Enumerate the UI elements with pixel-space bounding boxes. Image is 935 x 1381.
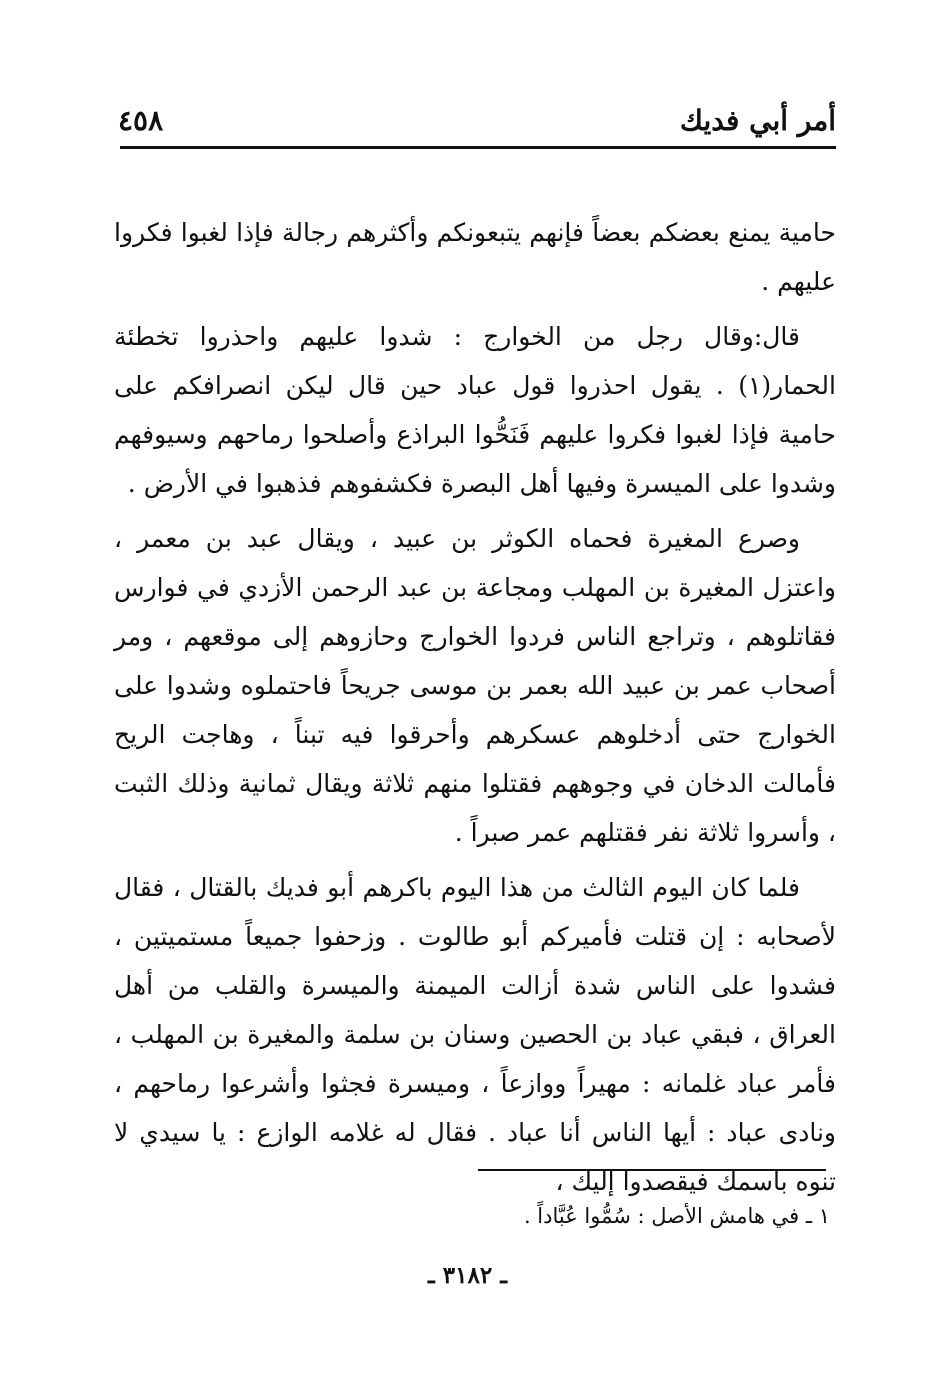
main-text	[114, 208, 836, 1212]
paragraph: قال:وقال رجل من الخوارج : شدوا عليهم واحذروا تخطئة الحمار(١) . يقول احذروا قول عباد حين قال ليكن انصرافكم على حامية فإذا لغبوا فكروا عليهم فَنَحُّوا البراذع وأصلحوا رماحهم وسيوفهم وشدوا على الميسرة وفيها أهل البصرة فكشفوهم فذهبوا في الأرض .	[114, 322, 836, 498]
footnote-rule	[478, 1169, 826, 1171]
page-footer-number: ـ ٣١٨٢ ـ	[428, 1262, 507, 1289]
page-number: ٤٥٨	[118, 103, 164, 137]
paragraph: وصرع المغيرة فحماه الكوثر بن عبيد ، ويقال عبد بن معمر ، واعتزل المغيرة بن المهلب ومجاعة بن عبد الرحمن الأزدي في فوارس فقاتلوهم ، وتراجع الناس فردوا الخوارج وحازوهم إلى موقعهم ، ومر أصحاب عمر بن عبيد الله بعمر بن موسى جريحاً فاحتملوه وشدوا على الخوارج حتى أدخلوهم عسكرهم وأحرقوا فيه تبناً ، وهاجت الريح فأمالت الدخان في وجوههم فقتلوا منهم ثلاثة ويقال ثمانية وذلك الثبت ، وأسروا ثلاثة نفر فقتلهم عمر صبراً .	[114, 524, 836, 847]
paragraph: حامية يمنع بعضكم بعضاً فإنهم يتبعونكم وأكثرهم رجالة فإذا لغبوا فكروا عليهم .	[114, 218, 836, 296]
paragraph: فلما كان اليوم الثالث من هذا اليوم باكرهم أبو فديك بالقتال ، فقال لأصحابه : إن قتلت فأميركم أبو طالوت . وزحفوا جميعاً مستميتين ، فشدوا على الناس شدة أزالت الميمنة والميسرة والقلب من أهل العراق ، فبقي عباد بن الحصين وسنان بن سلمة والمغيرة بن المهلب ، فأمر عباد غلمانه : مهيراً ووازعاً ، وميسرة فجثوا وأشرعوا رماحهم ، ونادى عباد : أيها الناس أنا عباد . فقال له غلامه الوازع : يا سيدي لا تنوه باسمك فيقصدوا إليك ،	[114, 873, 836, 1196]
header-rule	[120, 146, 836, 149]
running-head	[118, 96, 836, 144]
footnote: ١ ـ في هامش الأصل : سُمُّوا عُبَّاداً .	[523, 1204, 830, 1228]
chapter-title: أمر أبي فديك	[679, 103, 836, 137]
